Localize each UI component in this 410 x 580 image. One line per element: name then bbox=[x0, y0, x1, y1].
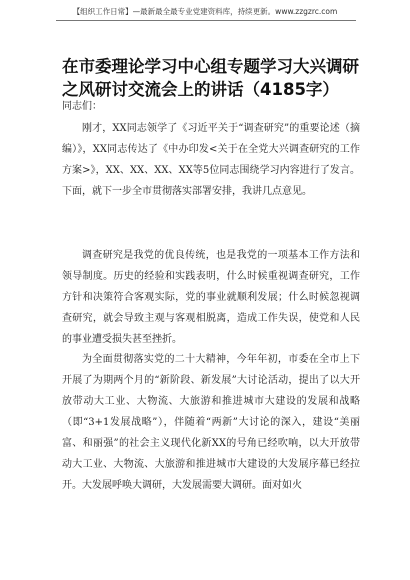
paragraph: 调查研究是我党的优良传统，也是我党的一项基本工作方法和领导制度。历史的经验和实践表明，什么时候重视调查研究，工作方针和决策符合客观实际，党的事业就顺利发展；什么时候忽视调查研究，就会导致主观与客观相脱离，造成工作失误，使党和人民的事业遭受损失甚至挫折。 bbox=[62, 250, 360, 345]
salutation: 同志们： bbox=[62, 101, 102, 112]
document-title: 在市委理论学习中心组专题学习大兴调研之风研讨交流会上的讲话（4185字） bbox=[62, 57, 359, 99]
header-divider bbox=[56, 20, 356, 21]
paragraph: 刚才，XX同志领学了《习近平关于“调查研究”的重要论述（摘编）》，XX同志传达了《中办印发<关于在全党大兴调查研究的工作方案>》，XX、XX、XX、XX等5位同志围绕学习内容进行了发言。下面，就下一步全市贯彻落实部署安排，我讲几点意见。 bbox=[62, 123, 360, 197]
paragraph: 为全面贯彻落实党的二十大精神，今年年初，市委在全市上下开展了为期两个月的“新阶段、新发展”大讨论活动，提出了以大开放带动大工业、大物流、大旅游和推进城市大建设的发展和战略（即“3+1发展战略”），伴随着“两新”大讨论的深入，建设“美丽富、和丽强”的社会主义现代化新XX的号角已经吹响，以大开放带动大工业、大物流、大旅游和推进城市大建设的大发展序幕已经拉开。大发展呼唤大调研，大发展需要大调研。面对如火 bbox=[62, 354, 360, 491]
site-header: 【组织工作日常】—最新最全最专业党建资料库，持续更新。www.zzgzrc.com bbox=[72, 7, 338, 16]
